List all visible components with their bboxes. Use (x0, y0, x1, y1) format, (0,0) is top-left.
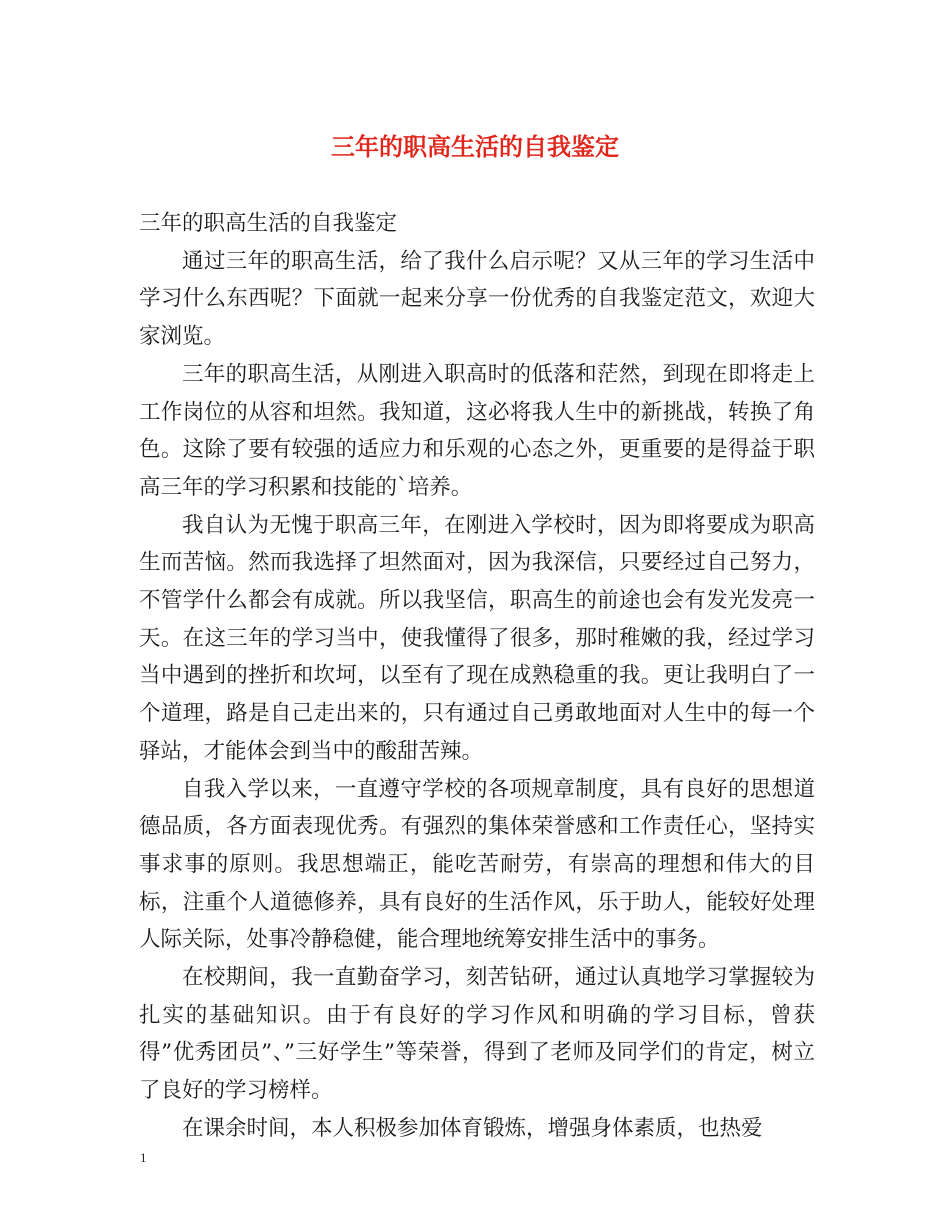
paragraph-study: 在校期间，我一直勤奋学习，刻苦钻研，通过认真地学习掌握较为扎实的基础知识。由于有良好的学习作风和明确的学习目标，曾获得”优秀团员”、”三好学生”等荣誉，得到了老师及同学们的肯定，树立了良好的学习榜样。 (139, 965, 815, 1104)
document-body (139, 205, 815, 1148)
page-number: 1 (140, 1150, 147, 1165)
paragraph-intro: 通过三年的职高生活，给了我什么启示呢？又从三年的学习生活中学习什么东西呢？下面就一起来分享一份优秀的自我鉴定范文，欢迎大家浏览。 (139, 248, 815, 350)
paragraph-conduct: 自我入学以来，一直遵守学校的各项规章制度，具有良好的思想道德品质，各方面表现优秀。有强烈的集体荣誉感和工作责任心，坚持实事求事的原则。我思想端正，能吃苦耐劳，有崇高的理想和伟大的目标，注重个人道德修养，具有良好的生活作风，乐于助人，能较好处理人际关际，处事冷静稳健，能合理地统筹安排生活中的事务。 (139, 776, 815, 953)
document-title: 三年的职高生活的自我鉴定 (331, 132, 619, 161)
paragraph-growth: 我自认为无愧于职高三年，在刚进入学校时，因为即将要成为职高生而苦恼。然而我选择了坦然面对，因为我深信，只要经过自己努力，不管学什么都会有成就。所以我坚信，职高生的前途也会有发光发亮一天。在这三年的学习当中，使我懂得了很多，那时稚嫩的我，经过学习当中遇到的挫折和坎坷，以至有了现在成熟稳重的我。更让我明白了一个道理，路是自己走出来的，只有通过自己勇敢地面对人生中的每一个驿站，才能体会到当中的酸甜苦辣。 (139, 512, 815, 764)
paragraph-extracurricular: 在课余时间，本人积极参加体育锻炼，增强身体素质，也热爱 (182, 1115, 763, 1141)
document-subtitle: 三年的职高生活的自我鉴定 (139, 211, 398, 236)
paragraph-overview: 三年的职高生活，从刚进入职高时的低落和茫然，到现在即将走上工作岗位的从容和坦然。我知道，这必将我人生中的新挑战，转换了角色。这除了要有较强的适应力和乐观的心态之外，更重要的是得益于职高三年的学习积累和技能的`培养。 (139, 361, 815, 500)
